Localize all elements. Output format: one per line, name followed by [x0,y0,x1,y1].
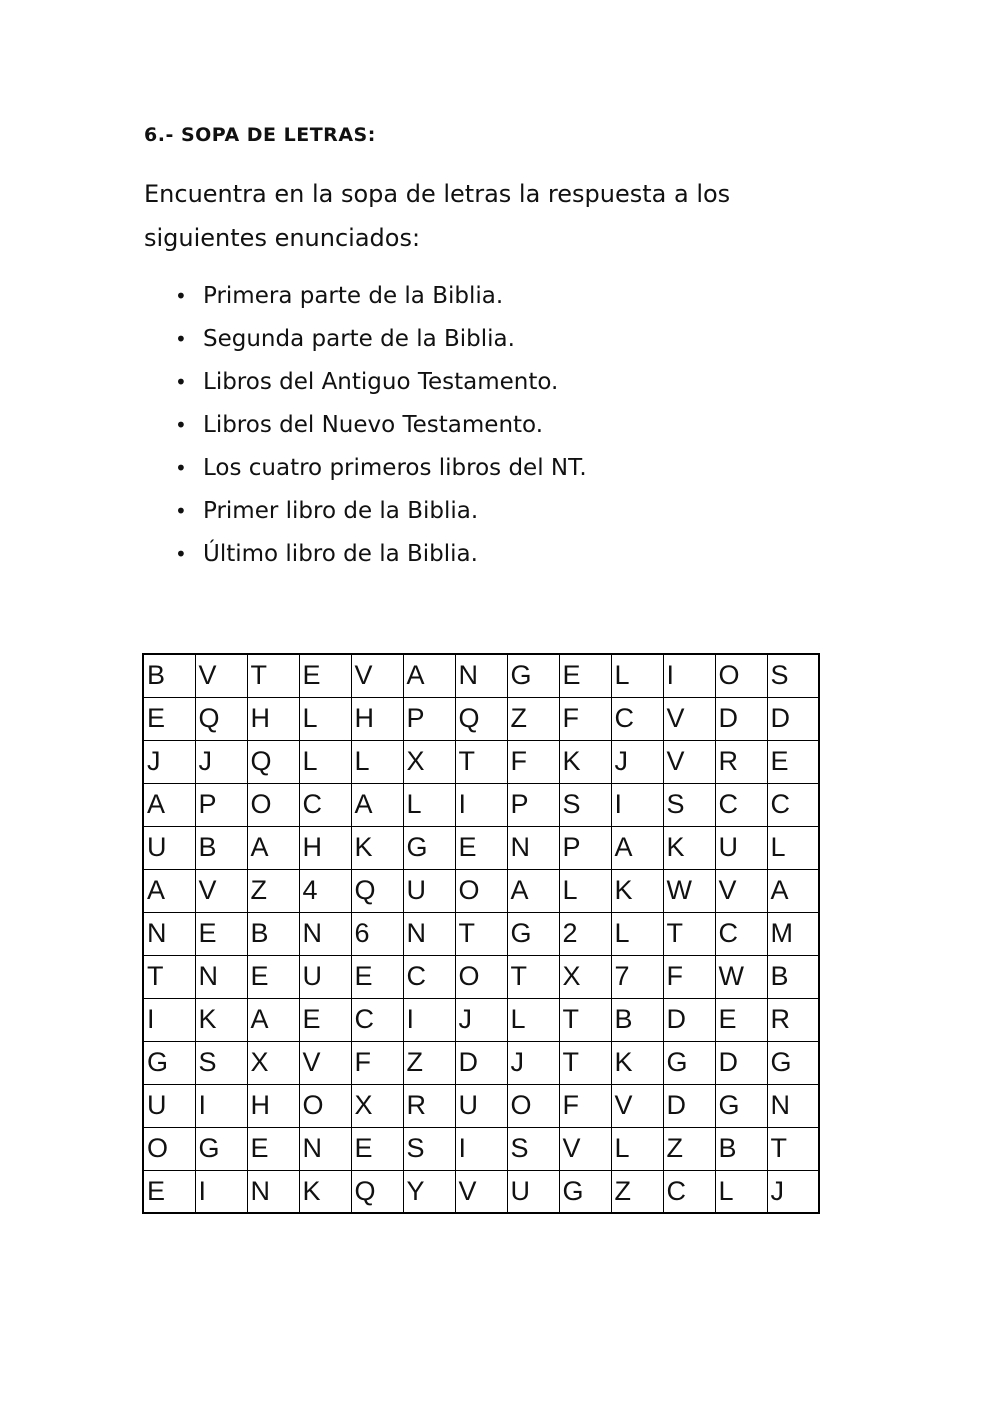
grid-cell[interactable]: D [715,1041,767,1084]
grid-cell[interactable]: N [195,955,247,998]
statement-text: Último libro de la Biblia. [203,541,478,567]
grid-cell[interactable]: B [767,955,819,998]
grid-cell[interactable]: U [507,1170,559,1213]
grid-cell[interactable]: I [455,783,507,826]
grid-cell[interactable]: N [299,1127,351,1170]
grid-cell[interactable]: I [143,998,195,1041]
statement-item [175,447,587,490]
grid-cell[interactable]: U [299,955,351,998]
grid-cell[interactable]: L [299,740,351,783]
grid-cell[interactable]: G [663,1041,715,1084]
grid-cell[interactable]: 2 [559,912,611,955]
grid-cell[interactable]: E [299,654,351,697]
grid-cell[interactable]: O [247,783,299,826]
grid-cell[interactable]: I [195,1170,247,1213]
section-heading: 6.- SOPA DE LETRAS: [144,124,376,146]
grid-cell[interactable]: U [143,1084,195,1127]
grid-cell[interactable]: I [195,1084,247,1127]
instructions-text: Encuentra en la sopa de letras la respuesta a los siguientes enunciados: [144,180,731,252]
grid-cell[interactable]: Q [195,697,247,740]
statement-text: Los cuatro primeros libros del NT. [203,455,587,481]
grid-cell[interactable]: O [143,1127,195,1170]
grid-cell[interactable]: L [611,912,663,955]
grid-cell[interactable]: F [559,697,611,740]
grid-cell[interactable]: K [663,826,715,869]
grid-cell[interactable]: Q [247,740,299,783]
grid-cell[interactable]: G [507,912,559,955]
grid-cell[interactable]: C [611,697,663,740]
grid-cell[interactable]: F [559,1084,611,1127]
grid-cell[interactable]: D [455,1041,507,1084]
grid-cell[interactable]: M [767,912,819,955]
statement-text: Segunda parte de la Biblia. [203,326,515,352]
grid-cell[interactable]: T [767,1127,819,1170]
grid-cell[interactable]: T [247,654,299,697]
grid-cell[interactable]: A [767,869,819,912]
grid-cell[interactable]: V [299,1041,351,1084]
grid-cell[interactable]: V [195,654,247,697]
grid-cell[interactable]: A [143,783,195,826]
grid-cell[interactable]: C [767,783,819,826]
grid-cell[interactable]: U [455,1084,507,1127]
grid-cell[interactable]: X [403,740,455,783]
grid-cell[interactable]: H [351,697,403,740]
grid-cell[interactable]: 7 [611,955,663,998]
grid-cell[interactable]: 6 [351,912,403,955]
grid-cell[interactable]: K [195,998,247,1041]
grid-cell[interactable]: K [559,740,611,783]
grid-cell[interactable]: C [351,998,403,1041]
grid-cell[interactable]: G [507,654,559,697]
grid-cell[interactable]: X [559,955,611,998]
grid-cell[interactable]: L [351,740,403,783]
grid-cell[interactable]: L [507,998,559,1041]
grid-cell[interactable]: V [663,740,715,783]
statement-text: Libros del Nuevo Testamento. [203,412,544,438]
grid-cell[interactable]: N [455,654,507,697]
grid-cell[interactable]: B [143,654,195,697]
grid-cell[interactable]: E [143,697,195,740]
grid-cell[interactable]: Z [247,869,299,912]
grid-cell[interactable]: J [611,740,663,783]
grid-cell[interactable]: S [403,1127,455,1170]
grid-cell[interactable]: J [195,740,247,783]
grid-row [143,1041,819,1084]
grid-cell[interactable]: O [455,955,507,998]
grid-cell[interactable]: H [299,826,351,869]
grid-cell[interactable]: T [559,998,611,1041]
grid-cell[interactable]: J [143,740,195,783]
grid-cell[interactable]: U [403,869,455,912]
grid-cell[interactable]: G [715,1084,767,1127]
grid-cell[interactable]: P [507,783,559,826]
statement-item [175,318,587,361]
grid-cell[interactable]: E [143,1170,195,1213]
statement-item [175,275,587,318]
grid-cell[interactable]: K [611,1041,663,1084]
bullet-icon: • [175,284,187,308]
word-search-grid [142,653,820,1214]
grid-cell[interactable]: U [715,826,767,869]
grid-cell[interactable]: F [351,1041,403,1084]
grid-cell[interactable]: E [455,826,507,869]
grid-cell[interactable]: V [663,697,715,740]
grid-cell[interactable]: B [715,1127,767,1170]
grid-cell[interactable]: G [403,826,455,869]
grid-cell[interactable]: C [715,783,767,826]
bullet-icon: • [175,456,187,480]
grid-row [143,783,819,826]
grid-cell[interactable]: D [767,697,819,740]
bullet-icon: • [175,413,187,437]
grid-cell[interactable]: E [247,955,299,998]
statement-item [175,361,587,404]
grid-row [143,740,819,783]
grid-row [143,654,819,697]
grid-cell[interactable]: S [663,783,715,826]
grid-cell[interactable]: C [715,912,767,955]
grid-cell[interactable]: T [143,955,195,998]
grid-row [143,826,819,869]
grid-cell[interactable]: V [611,1084,663,1127]
grid-cell[interactable]: Z [611,1170,663,1213]
bullet-icon: • [175,327,187,351]
grid-cell[interactable]: N [507,826,559,869]
grid-row [143,869,819,912]
grid-cell[interactable]: D [715,697,767,740]
grid-cell[interactable]: T [455,740,507,783]
grid-cell[interactable]: I [403,998,455,1041]
grid-cell[interactable]: K [299,1170,351,1213]
grid-cell[interactable]: Q [351,1170,403,1213]
grid-row [143,1127,819,1170]
grid-cell[interactable]: V [715,869,767,912]
grid-row [143,955,819,998]
grid-cell[interactable]: R [715,740,767,783]
grid-cell[interactable]: A [611,826,663,869]
grid-cell[interactable]: S [767,654,819,697]
grid-cell[interactable]: S [195,1041,247,1084]
grid-cell[interactable]: A [247,826,299,869]
grid-cell[interactable]: P [559,826,611,869]
grid-cell[interactable]: P [403,697,455,740]
bullet-icon: • [175,370,187,394]
grid-cell[interactable]: R [767,998,819,1041]
grid-cell[interactable]: Q [351,869,403,912]
grid-cell[interactable]: S [559,783,611,826]
statement-item [175,490,587,533]
grid-row [143,998,819,1041]
grid-cell[interactable]: Z [663,1127,715,1170]
grid-cell[interactable]: E [299,998,351,1041]
grid-cell[interactable]: E [195,912,247,955]
grid-cell[interactable]: J [507,1041,559,1084]
statement-item [175,404,587,447]
grid-cell[interactable]: N [767,1084,819,1127]
grid-cell[interactable]: E [351,955,403,998]
grid-cell[interactable]: O [299,1084,351,1127]
grid-cell[interactable]: W [715,955,767,998]
grid-cell[interactable]: T [559,1041,611,1084]
grid-cell[interactable]: A [143,869,195,912]
grid-cell[interactable]: C [663,1170,715,1213]
grid-cell[interactable]: X [247,1041,299,1084]
grid-cell[interactable]: N [299,912,351,955]
grid-cell[interactable]: E [715,998,767,1041]
grid-cell[interactable]: V [559,1127,611,1170]
grid-cell[interactable]: U [143,826,195,869]
grid-cell[interactable]: E [559,654,611,697]
grid-cell[interactable]: C [403,955,455,998]
grid-cell[interactable]: L [715,1170,767,1213]
grid-cell[interactable]: F [507,740,559,783]
grid-cell[interactable]: S [507,1127,559,1170]
grid-cell[interactable]: X [351,1084,403,1127]
grid-cell[interactable]: Z [403,1041,455,1084]
grid-cell[interactable]: V [455,1170,507,1213]
grid-cell[interactable]: L [299,697,351,740]
grid-cell[interactable]: A [507,869,559,912]
grid-cell[interactable]: Z [507,697,559,740]
grid-cell[interactable]: N [247,1170,299,1213]
grid-row [143,697,819,740]
grid-cell[interactable]: J [767,1170,819,1213]
statement-text: Libros del Antiguo Testamento. [203,369,559,395]
grid-cell[interactable]: L [403,783,455,826]
grid-cell[interactable]: K [351,826,403,869]
grid-row [143,1084,819,1127]
grid-cell[interactable]: K [611,869,663,912]
grid-cell[interactable]: A [351,783,403,826]
grid-cell[interactable]: I [611,783,663,826]
grid-cell[interactable]: O [507,1084,559,1127]
grid-row [143,1170,819,1213]
grid-cell[interactable]: A [247,998,299,1041]
grid-cell[interactable]: Q [455,697,507,740]
grid-row [143,912,819,955]
grid-cell[interactable]: D [663,998,715,1041]
grid-cell[interactable]: N [403,912,455,955]
grid-cell[interactable]: G [143,1041,195,1084]
grid-cell[interactable]: B [247,912,299,955]
grid-cell[interactable]: F [663,955,715,998]
grid-cell[interactable]: V [351,654,403,697]
bullet-icon: • [175,542,187,566]
grid-cell[interactable]: B [195,826,247,869]
statement-item [175,533,587,576]
grid-cell[interactable]: J [455,998,507,1041]
grid-cell[interactable]: W [663,869,715,912]
grid-cell[interactable]: E [767,740,819,783]
grid-cell[interactable]: O [455,869,507,912]
grid-cell[interactable]: H [247,697,299,740]
grid-cell[interactable]: E [247,1127,299,1170]
grid-cell[interactable]: G [559,1170,611,1213]
grid-cell[interactable]: G [195,1127,247,1170]
grid-cell[interactable]: Y [403,1170,455,1213]
grid-cell[interactable]: N [143,912,195,955]
grid-cell[interactable]: D [663,1084,715,1127]
grid-cell[interactable]: 4 [299,869,351,912]
grid-cell[interactable]: T [507,955,559,998]
grid-cell[interactable]: R [403,1084,455,1127]
grid-cell[interactable]: T [663,912,715,955]
grid-cell[interactable]: A [403,654,455,697]
statement-text: Primera parte de la Biblia. [203,283,504,309]
grid-cell[interactable]: L [611,1127,663,1170]
bullet-icon: • [175,499,187,523]
grid-cell[interactable]: O [715,654,767,697]
grid-cell[interactable]: C [299,783,351,826]
grid-cell[interactable]: L [767,826,819,869]
grid-cell[interactable]: I [663,654,715,697]
grid-cell[interactable]: B [611,998,663,1041]
grid-cell[interactable]: L [559,869,611,912]
grid-cell[interactable]: G [767,1041,819,1084]
grid-cell[interactable]: V [195,869,247,912]
statement-text: Primer libro de la Biblia. [203,498,479,524]
grid-cell[interactable]: I [455,1127,507,1170]
grid-cell[interactable]: T [455,912,507,955]
grid-cell[interactable]: L [611,654,663,697]
grid-cell[interactable]: H [247,1084,299,1127]
grid-cell[interactable]: E [351,1127,403,1170]
grid-cell[interactable]: P [195,783,247,826]
statement-list [175,275,587,576]
